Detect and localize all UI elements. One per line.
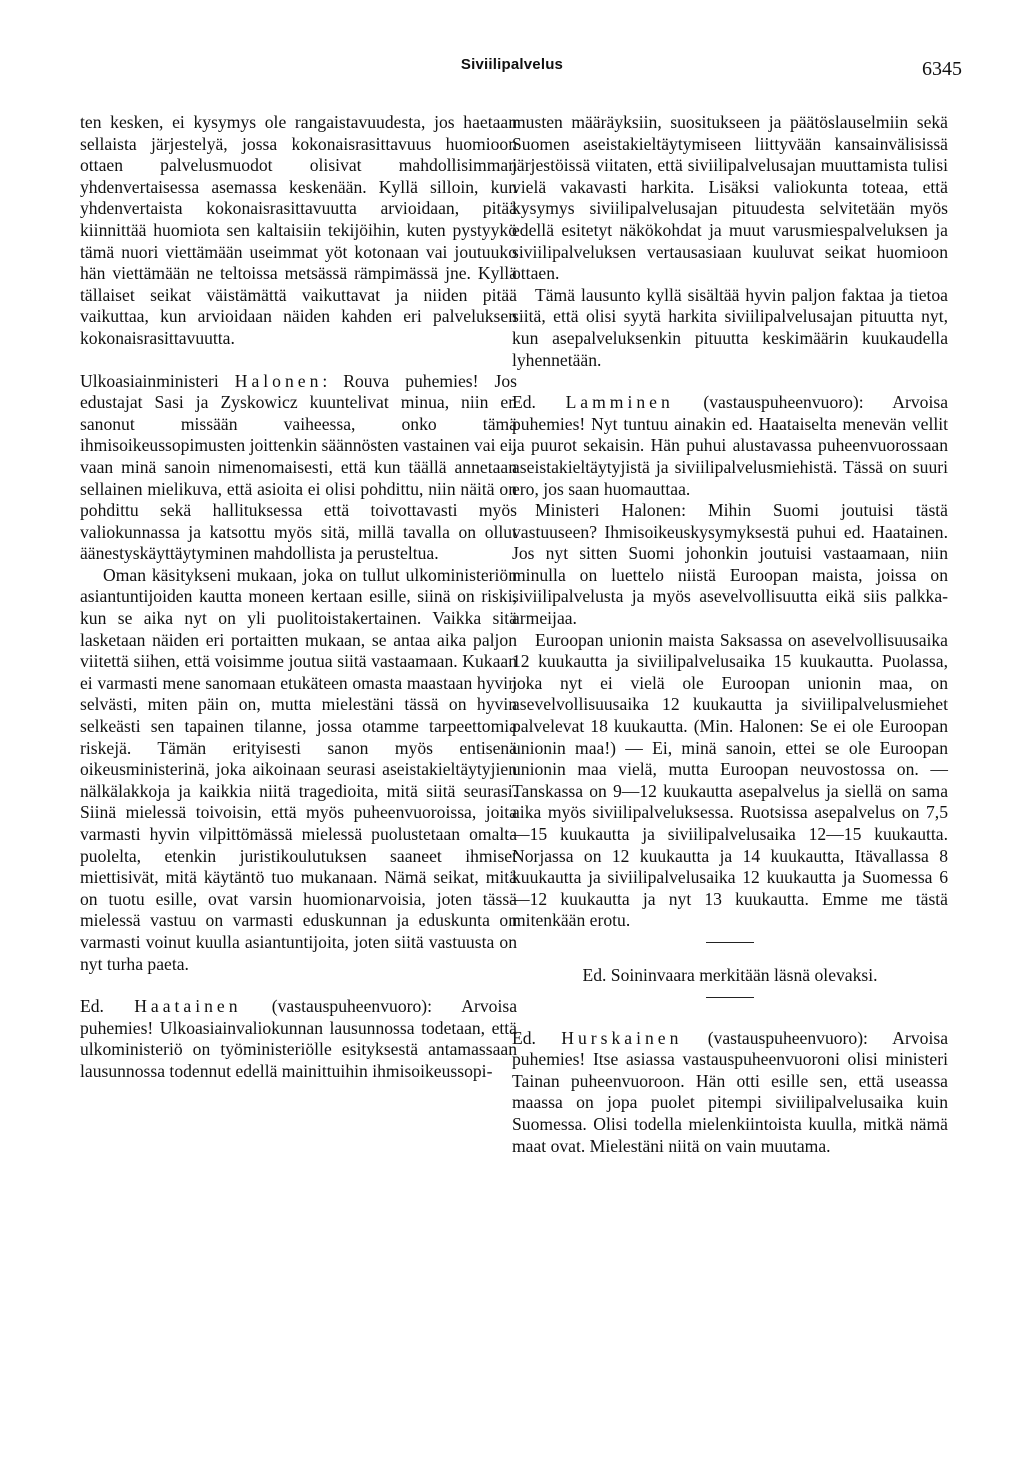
attendance-note: Ed. Soininvaara merkitään läsnä olevaksi.: [582, 964, 878, 985]
page-number: 6345: [922, 58, 962, 80]
speech-text: : Rouva puhemies! Jos edustajat Sasi ja Zyskowicz kuuntelivat minua, niin en sanonut missään vaiheessa, onko tämä ihmisoikeussopimusten joittenkin säännösten vastainen vai ei, vaan minä sanoin nimenomaisesti, että kun täällä annetaan sellainen mielikuva, että asioita ei olisi pohdittu, niin näitä on pohdittu sekä hallituksessa että toivottavasti myös valiokunnassa ja katsottu myös sitä, millä tavalla on ollut äänestyskäyttäytyminen mahdollista ja perusteltua.: [80, 370, 517, 564]
divider: [706, 942, 754, 943]
speech-text: (vastauspuheenvuoro): Arvoisa puhemies! Itse asiassa vastauspuheenvuoroni olisi ministeri Tainan puheenvuoroon. Hän otti esille sen, että useassa maassa on jopa puolet pitempi siviilipalvelusaika kuin Suomessa. Olisi todella mielenkiintoista kuulla, mitkä nämä maat ovat. Mielestäni niitä on vain muutama.: [512, 1027, 948, 1156]
divider: [706, 997, 754, 998]
speech-paragraph: [512, 1028, 948, 1158]
paragraph: Euroopan unionin maista Saksassa on asevelvollisuusaika 12 kuukautta ja siviilipalvelusaika 15 kuukautta. Puolassa, joka nyt ei vielä ole Euroopan unionin maa, on asevelvollisuusaika 12 kuukautta ja siviilipalvelusmiehet palvelevat 18 kuukautta. (Min. Halonen: Se ei ole Euroopan unionin maa!) — Ei, minä sanoin, ettei se ole Euroopan unionin maa vielä, mutta Euroopan neuvostossa on. — Tanskassa on 9—12 kuukautta asepalvelus ja siellä on sama aika myös siviilipalveluksessa. Ruotsissa asepalvelus on 7,5—15 kuukautta ja siviilipalvelusaika 12—15 kuukautta. Norjassa on 12 kuukautta ja 14 kuukautta, Itävallassa 8 kuukautta ja siviilipalvelusaika 12 kuukautta ja Suomessa 6—12 kuukautta ja nyt 13 kuukautta. Emme me tästä mitenkään erotu.: [512, 629, 948, 931]
speech-paragraph: [80, 996, 517, 1082]
speaker-name: Hurskainen: [561, 1027, 683, 1048]
paragraph: Tämä lausunto kyllä sisältää hyvin paljon faktaa ja tietoa siitä, että olisi syytä harkita siviilipalvelusajan pituutta nyt, kun asepalveluksenkin pituutta keskimäärin kuukaudella lyhennetään.: [512, 284, 948, 370]
speaker-title: Ed.: [80, 996, 135, 1017]
speech-paragraph: [80, 371, 517, 565]
speaker-title: Ulkoasiainministeri: [80, 370, 235, 391]
page-header: [0, 52, 1024, 92]
running-head: Siviilipalvelus: [460, 56, 564, 73]
paragraph: Ministeri Halonen: Mihin Suomi joutuisi tästä vastuuseen? Ihmisoikeuskysymyksestä puhui ed. Haatainen. Jos nyt sitten Suomi johonkin joutuisi vastaamaan, niin minulla on luettelo niistä Euroopan maista, joissa on siviilipalvelusta ja myös asevelvollisuutta eikä siis palkka-armeijaa.: [512, 500, 948, 629]
paragraph: Oman käsitykseni mukaan, joka on tullut ulkoministeriön asiantuntijoiden kautta moneen kertaan esille, siinä on riski, kun se aika nyt on yli puolitoistakertainen. Vaikka sitä lasketaan näiden eri portaitten mukaan, se antaa aika paljon viitettä siihen, että voisimme joutua siitä vastaamaan. Kukaan ei varmasti mene sanomaan etukäteen omasta maastaan hyvin selvästi, miten päin on, mutta mielestäni tässä on hyvin selkeästi sen tapainen tilanne, jossa otamme tarpeettomia riskejä. Tämän erityisesti sanon myös entisenä oikeusministerinä, joka aikoinaan seurasi aseistakieltäytyjien nälkälakkoja ja kaikkia niitä tragedioita, mitä siitä seurasi. Siinä mielessä toivoisin, että myös puheenvuoroissa, joita varmasti hyvin vilpittömässä mielessä puolustetaan omalta puolelta, etenkin juristikoulutuksen saaneet ihmiset miettisivät, mitä käytäntö tuo mukanaan. Nämä seikat, mitä on tuotu esille, ovat varsin huomionarvoisia, joten tässä mielessä vastuu on varmasti eduskunnan ja eduskunta on varmasti voinut kuulla asiantuntijoita, joten siitä vastuusta on nyt turha paeta.: [80, 564, 517, 974]
speaker-title: Ed.: [512, 1027, 562, 1048]
speaker-name: Halonen: [234, 370, 323, 391]
speaker-title: Ed.: [512, 392, 566, 413]
speech-paragraph: [512, 392, 948, 500]
paragraph: musten määräyksiin, suositukseen ja päätöslauselmiin sekä Suomen aseistakieltäytymiseen liittyvään kansainvälisissä järjestöissä viitaten, että siviilipalvelusajan muuttamista tulisi vielä vakavasti harkita. Lisäksi valiokunta toteaa, että kysymys siviilipalvelusajan pituudesta selvitetään myös edellä esitetyt näkökohdat ja muut varusmiespalveluksen ja siviilipalveluksen vertausasiaan kuuluvat seikat huomioon ottaen.: [512, 112, 948, 284]
speaker-name: Haatainen: [134, 996, 242, 1017]
speaker-name: Lamminen: [565, 392, 674, 413]
right-column: [512, 112, 948, 1157]
paragraph: ten kesken, ei kysymys ole rangaistavuudesta, jos haetaan sellaista järjestelyä, jossa kokonaisrasittavuus huomioon ottaen palvelusmuodot olisivat mahdollisimman yhdenvertaisessa asemassa keskenään. Kyllä silloin, kun yhdenvertaista kokonaisrasittavuutta arvioidaan, pitää kiinnittää huomiota sen kaltaisiin tekijöihin, kuten pystyykö tämä nuori viettämään useimmat yöt kotonaan vai joutuuko hän viettämään ne teltoissa metsässä rämpimässä jne. Kyllä tällaiset seikat väistämättä vaikuttavat ja niiden pitää vaikuttaa, kun arvioidaan näiden kahden eri palveluksen kokonaisrasittavuutta.: [80, 112, 517, 348]
left-column: [80, 112, 517, 1083]
speech-text: (vastauspuheenvuoro): Arvoisa puhemies! Ulkoasiainvaliokunnan lausunnossa todetaan, että ulkoministeriö on työministeriölle esityksestä antamassaan lausunnossa todennut edellä mainittuihin ihmisoikeussopi-: [80, 996, 518, 1081]
speech-text: (vastauspuheenvuoro): Arvoisa puhemies! Nyt tuntuu ainakin ed. Haataiselta menevän vellit ja puurot sekaisin. Hän puhui alustavassa puheenvuorossaan aseistakieltäytyjistä ja siviilipalvelusmiehistä. Tässä on suuri ero, jos saan huomauttaa.: [512, 392, 948, 499]
